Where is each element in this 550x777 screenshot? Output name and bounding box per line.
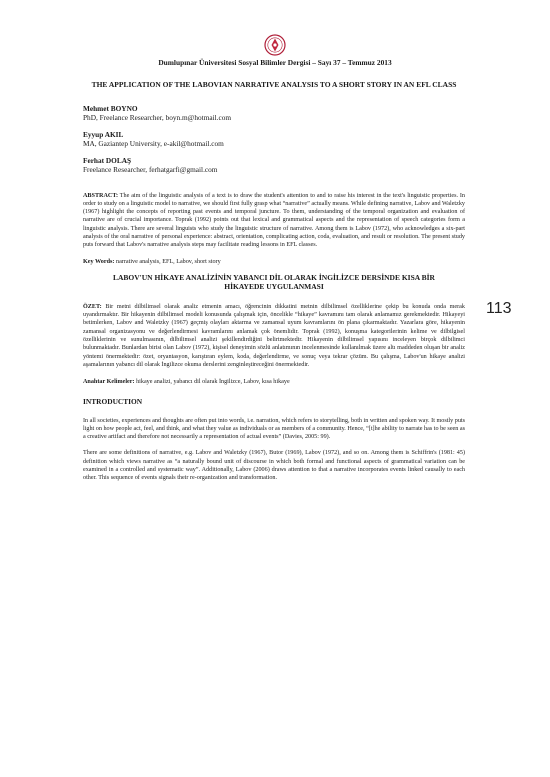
author-name: Mehmet BOYNO bbox=[83, 103, 138, 113]
introduction-heading: INTRODUCTION bbox=[83, 396, 143, 406]
author-name: Ferhat DOLAŞ bbox=[83, 155, 132, 165]
keywords-label: Key Words: bbox=[83, 258, 115, 265]
ozet-label: ÖZET: bbox=[83, 303, 102, 310]
author-affiliation: Freelance Researcher, ferhatgarfi@gmail.com bbox=[83, 164, 218, 174]
introduction-paragraph: In all societies, experiences and thoughts are often put into words, i.e. narration, which refers to storytelling, both in written and spoken way. It mostly puts light on how people act, feel, and think, and what they value as individuals or as members of a community. Hence, “[t]he ability to narrate has to be seen as a creative artifact and therefore not necessarily a representation of actual events” (Davies, 2005: 99). bbox=[83, 417, 465, 441]
ozet-text: Bir metni dilbilimsel olarak analiz etmenin amacı, öğrencinin dikkatini metnin dilbilimsel özelliklerine çekip bu konuda onda merak uyandırmaktır. Bir hikayenin dilbilimsel modeli konusunda çalışmak için, öncelikle “hikaye” kavramını tam olarak anlamamız gerekmektedir. Hikayeyi betimlerken, Labov and Waletzky (1967) geçmiş olayları aktarma ve zamansal uyum kavramlarını ön plana çıkarmaktadır. Yazarlara göre, hikayenin zamansal organizasyonu ve değerlendirmesi kavramlarını anlamak çok önemlidir. Toprak (1992), konuşma kategorilerinin kelime ve dilbilgisel özelliklerinin ve sunulmasının, dilbilimsel analizi şekillendirdiğini belirtmektedir. Hikayenin dilbilimsel yapısını inceleyen birçok dilbilimci bulunmaktadır. Bunlardan birisi olan Labov (1972), kişisel deneyimin sözlü anlatımının incelenmesinde kullanılmak üzere altı maddeden oluşan bir analiz yöntemi önermektedir: özet, oryantasyon, karıştıran eylem, koda, değerlendirme, ve sonuç veya tekrar çözüm. Bu çalışma, Labov'un hikaye analizi aşamalarının yabancı dil olarak İngilizce okuma derslerini zenginleştireceğini önermektedir. bbox=[83, 303, 465, 368]
university-logo-icon bbox=[264, 34, 286, 56]
author-name: Eyyup AKIL bbox=[83, 129, 124, 139]
author-block bbox=[83, 130, 465, 148]
author-affiliation: PhD, Freelance Researcher, boyn.m@hotmail.com bbox=[83, 112, 232, 122]
anahtar-label: Anahtar Kelimeler: bbox=[83, 379, 135, 386]
anahtar-text: hikaye analizi, yabancı dil olarak İngilizce, Labov, kısa hikaye bbox=[136, 379, 290, 386]
ozet-paragraph bbox=[83, 303, 465, 369]
abstract-text: The aim of the linguistic analysis of a text is to draw the student's attention to and to raise his interest in the text's linguistic properties. In order to study on a linguistic model to narrative, we should first fully grasp what “narrative” actually means. While defining narrative, Labov and Waletzky (1967) highlight the concepts of reporting past events and temporal juncture. To them, understanding of the temporal organization and evaluation of narrative are of crucial importance. Toprak (1992) points out that lexical and grammatical aspects and the representation of speech categories form a linguistic analysis. There are several linguists who study the linguistic structure of narrative. Among them is Labov (1972), who acknowledges a six-part analysis of the oral narrative of personal experience: abstract, orientation, complicating action, coda, evaluation, and result or resolution. The present study puts forward that Labov's narrative analysis steps may facilitate reading lessons in EFL classes. bbox=[83, 192, 465, 249]
article-title-tr: LABOV'UN HİKAYE ANALİZİNİN YABANCI DİL OLARAK İNGİLİZCE DERSİNDE KISA BİR HİKAYEDE UYGULANMASI bbox=[113, 272, 435, 292]
introduction-paragraph: There are some definitions of narrative, e.g. Labov and Waletzky (1967), Butor (1969), Labov (1972), and so on. Among them is Schiffrin's (1981: 45) definition which views narrative as “a naturally bound unit of discourse in which both formal and functional aspects of grammatical variation can be examined in a controlled and systematic way”. Additionally, Labov (2006) draws attention to that a narrative incorporates events linked causally to each other. This sequence of events signals their re-organization and transformation. bbox=[83, 450, 465, 482]
abstract-label: ABSTRACT: bbox=[83, 192, 119, 199]
keywords-text: narrative analysis, EFL, Labov, short story bbox=[116, 258, 221, 265]
article-body bbox=[83, 80, 465, 483]
abstract-paragraph bbox=[83, 192, 465, 250]
journal-header: Dumlupınar Üniversitesi Sosyal Bilimler Dergisi – Sayı 37 – Temmuz 2013 bbox=[158, 58, 392, 67]
page-number: 113 bbox=[486, 300, 512, 317]
keywords-line bbox=[83, 258, 465, 266]
author-block bbox=[83, 156, 465, 174]
article-title-en: THE APPLICATION OF THE LABOVIAN NARRATIVE ANALYSIS TO A SHORT STORY IN AN EFL CLASS bbox=[91, 80, 457, 89]
author-affiliation: MA, Gaziantep University, e-akil@hotmail.com bbox=[83, 138, 224, 148]
author-block bbox=[83, 104, 465, 122]
anahtar-kelimeler-line bbox=[83, 378, 465, 386]
